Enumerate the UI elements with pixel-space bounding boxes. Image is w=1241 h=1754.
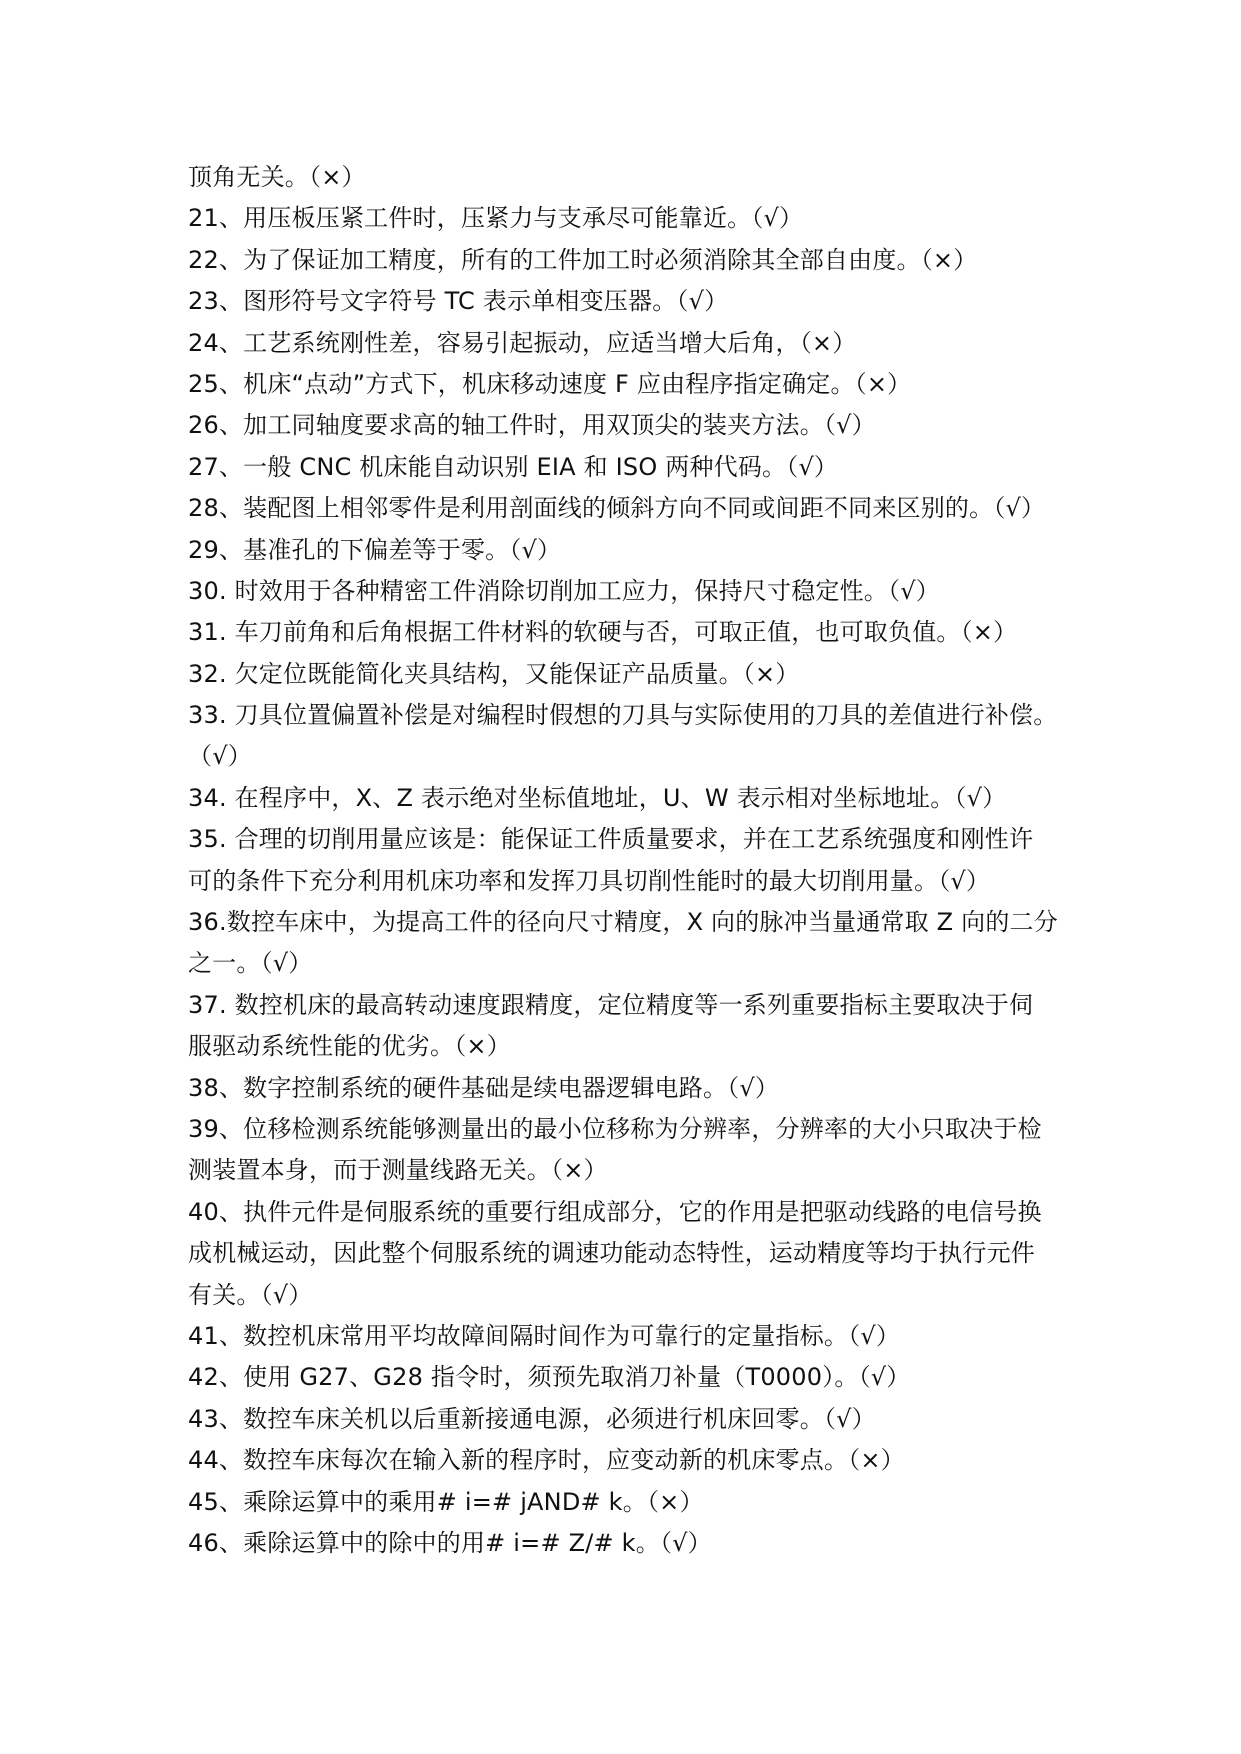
question-46: 46、乘除运算中的除中的用# i=# Z/# k。（√） xyxy=(188,1528,712,1557)
question-28: 28、装配图上相邻零件是利用剖面线的倾斜方向不同或间距不同来区别的。（√） xyxy=(188,494,1046,523)
question-21: 21、用压板压紧工件时，压紧力与支承尽可能靠近。（√） xyxy=(188,204,804,233)
question-36: 36.数控车床中，为提高工件的径向尺寸精度，X 向的脉冲当量通常取 Z 向的二分 xyxy=(188,908,1058,937)
question-26: 26、加工同轴度要求高的轴工件时，用双顶尖的装夹方法。（√） xyxy=(188,411,876,440)
text-line: 顶角无关。（×） xyxy=(188,163,366,191)
question-23: 23、图形符号文字符号 TC 表示单相变压器。（√） xyxy=(188,287,729,316)
question-32: 32. 欠定位既能简化夹具结构，又能保证产品质量。（×） xyxy=(188,659,800,688)
question-37-continued: 服驱动系统性能的优劣。（×） xyxy=(188,1032,511,1061)
question-31: 31. 车刀前角和后角根据工件材料的软硬与否，可取正值，也可取负值。（×） xyxy=(188,618,1018,647)
question-36-continued: 之一。（√） xyxy=(188,949,313,978)
question-22: 22、为了保证加工精度，所有的工件加工时必须消除其全部自由度。（×） xyxy=(188,245,978,274)
question-42: 42、使用 G27、G28 指令时，须预先取消刀补量（T0000）。（√） xyxy=(188,1363,911,1392)
question-38: 38、数字控制系统的硬件基础是续电器逻辑电路。（√） xyxy=(188,1073,780,1102)
question-24: 24、工艺系统刚性差，容易引起振动，应适当增大后角，（×） xyxy=(188,328,857,357)
question-39-continued: 测装置本身，而于测量线路无关。（×） xyxy=(188,1156,608,1185)
question-34: 34. 在程序中，X、Z 表示绝对坐标值地址，U、W 表示相对坐标地址。（√） xyxy=(188,783,1007,812)
question-35-continued: 可的条件下充分利用机床功率和发挥刀具切削性能时的最大切削用量。（√） xyxy=(188,866,991,895)
question-25: 25、机床“点动”方式下，机床移动速度 F 应由程序指定确定。（×） xyxy=(188,369,912,398)
question-27: 27、一般 CNC 机床能自动识别 EIA 和 ISO 两种代码。（√） xyxy=(188,452,839,481)
question-33-continued: （√） xyxy=(188,742,252,771)
question-30: 30. 时效用于各种精密工件消除切削加工应力，保持尺寸稳定性。（√） xyxy=(188,576,940,605)
question-40: 40、执件元件是伺服系统的重要行组成部分，它的作用是把驱动线路的电信号换 xyxy=(188,1197,1042,1226)
question-35: 35. 合理的切削用量应该是：能保证工件质量要求，并在工艺系统强度和刚性许 xyxy=(188,825,1034,854)
document-body xyxy=(188,157,1068,1564)
question-40-continued: 成机械运动，因此整个伺服系统的调速功能动态特性，运动精度等均于执行元件 xyxy=(188,1239,1035,1268)
question-40-continued: 有关。（√） xyxy=(188,1280,313,1309)
question-41: 41、数控机床常用平均故障间隔时间作为可靠行的定量指标。（√） xyxy=(188,1321,901,1350)
question-37: 37. 数控机床的最高转动速度跟精度，定位精度等一系列重要指标主要取决于伺 xyxy=(188,990,1034,1019)
question-44: 44、数控车床每次在输入新的程序时，应变动新的机床零点。（×） xyxy=(188,1446,905,1475)
question-29: 29、基准孔的下偏差等于零。（√） xyxy=(188,535,562,564)
question-33: 33. 刀具位置偏置补偿是对编程时假想的刀具与实际使用的刀具的差值进行补偿。 xyxy=(188,701,1058,730)
question-39: 39、位移检测系统能够测量出的最小位移称为分辨率，分辨率的大小只取决于检 xyxy=(188,1114,1042,1143)
question-43: 43、数控车床关机以后重新接通电源，必须进行机床回零。（√） xyxy=(188,1404,876,1433)
question-45: 45、乘除运算中的乘用# i=# jAND# k。（×） xyxy=(188,1487,704,1516)
